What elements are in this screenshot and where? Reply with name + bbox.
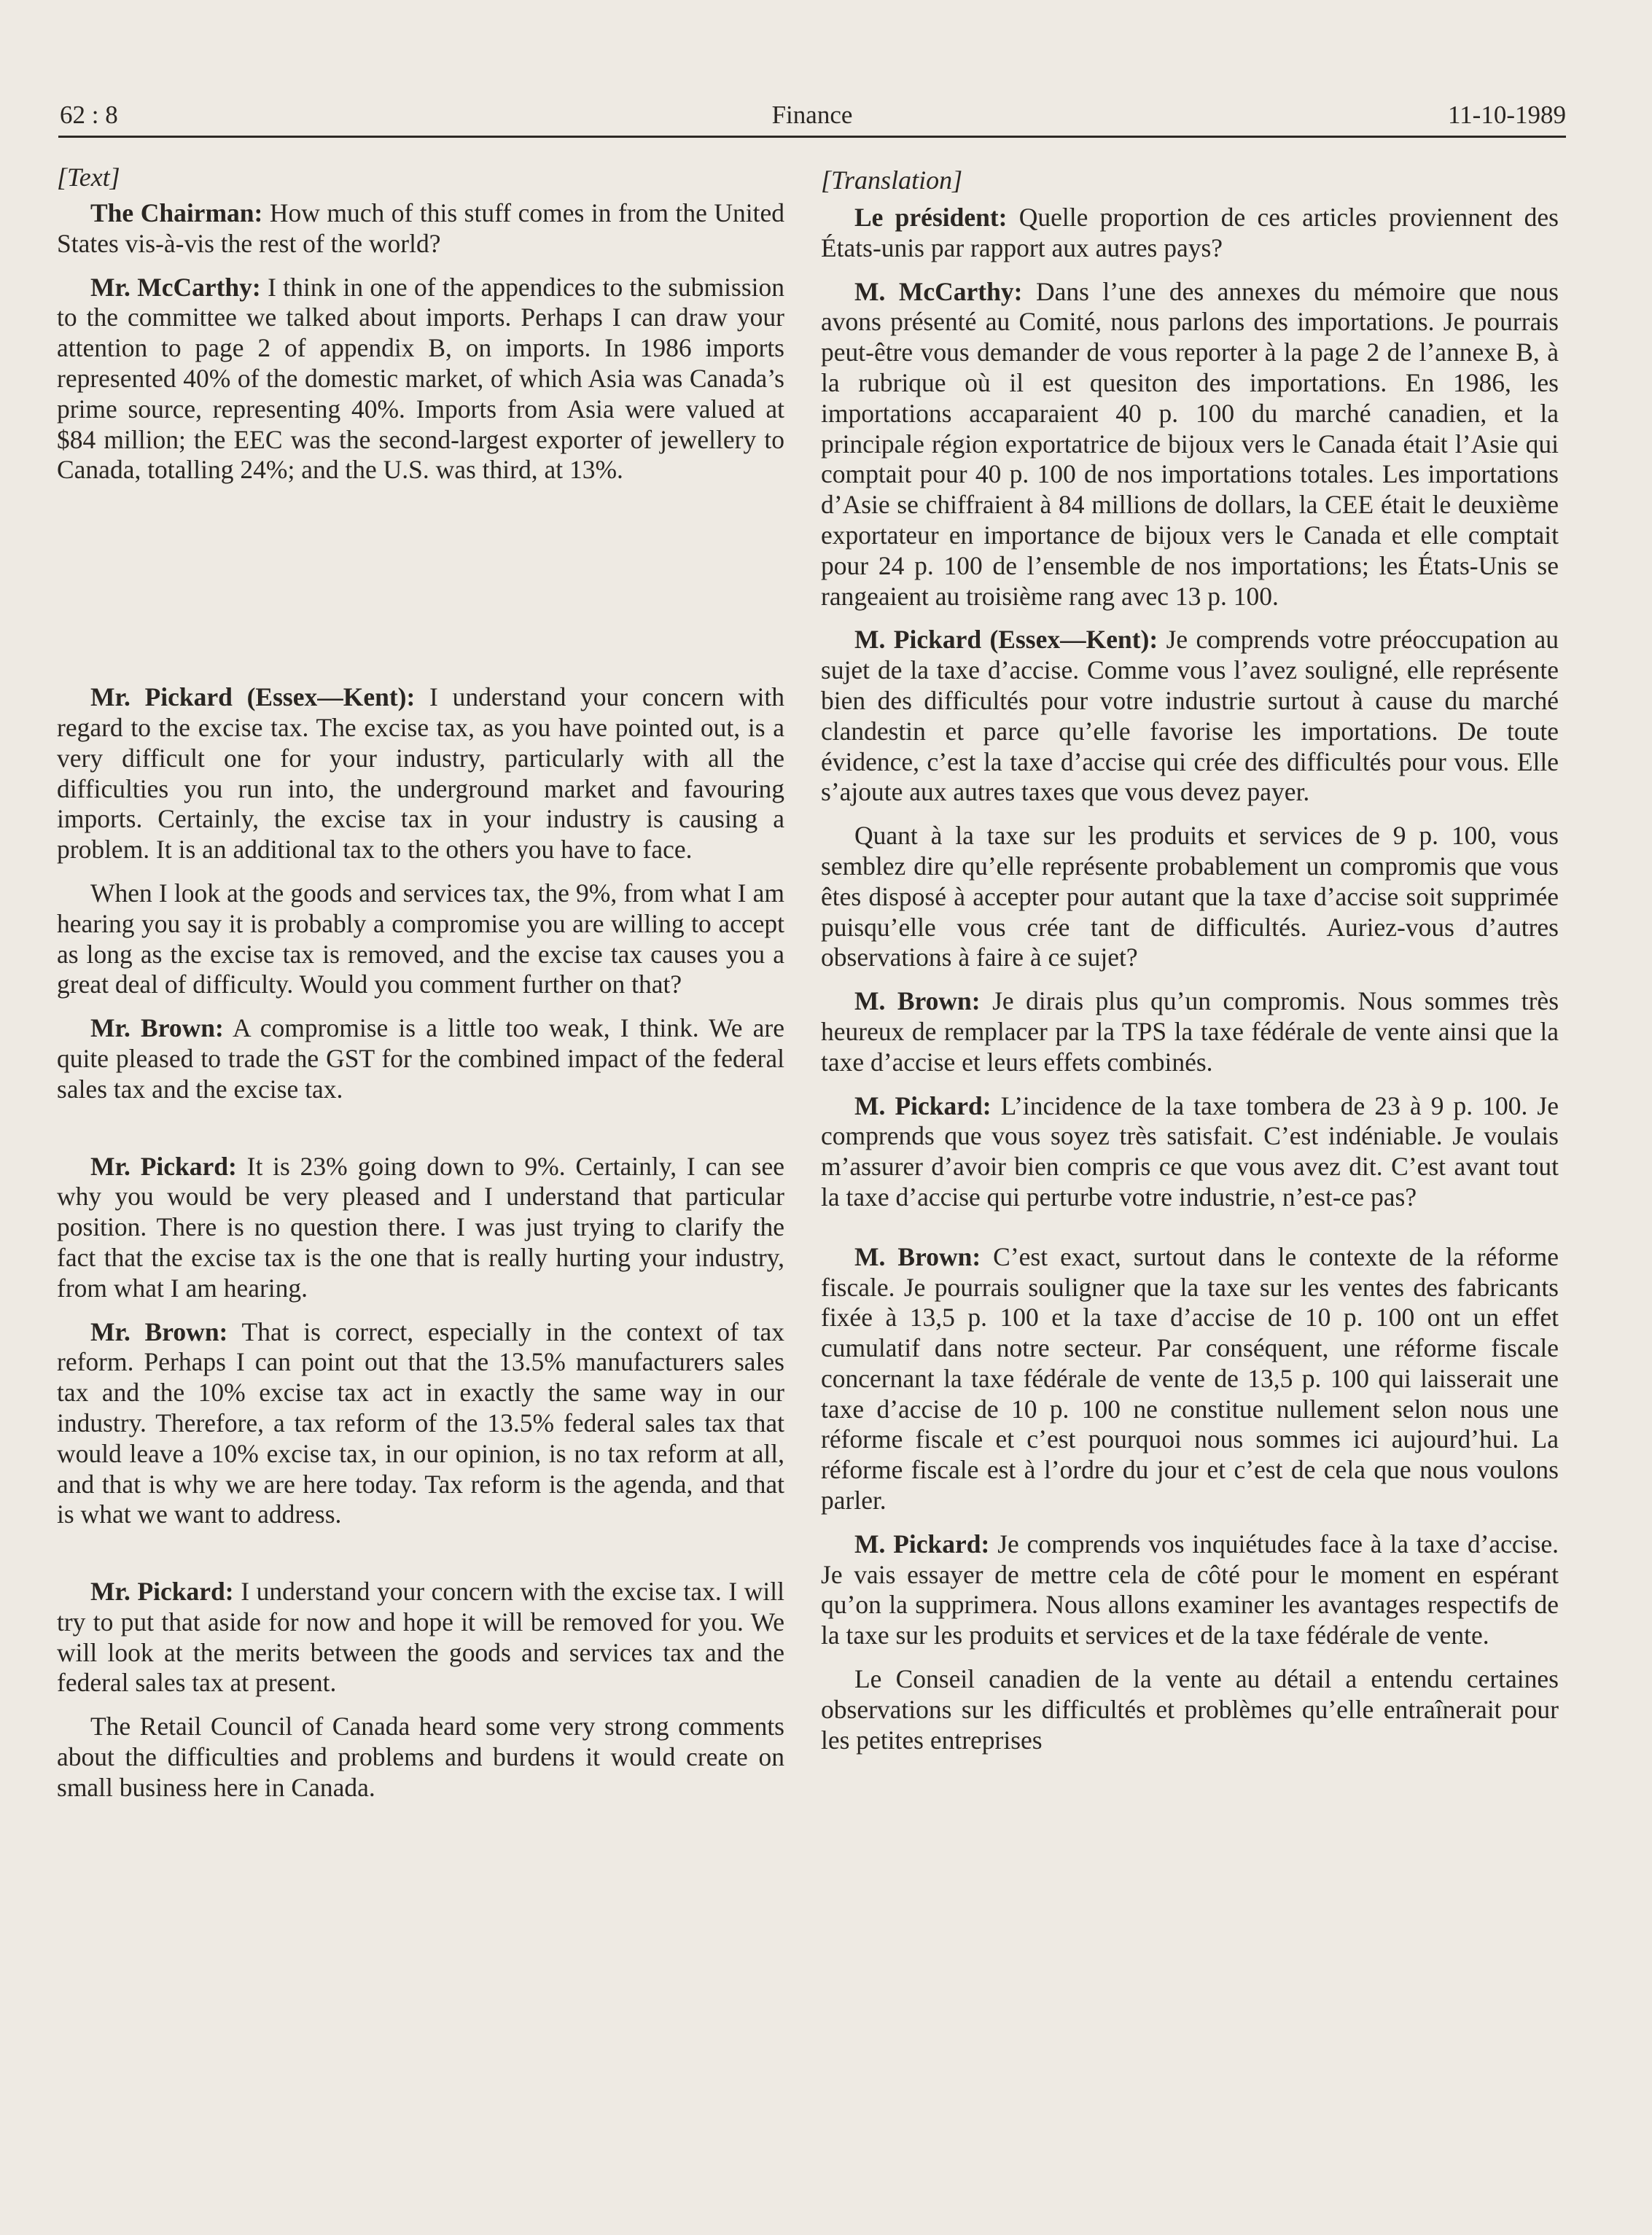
- paragraph: [57, 682, 784, 865]
- paragraph: [57, 273, 784, 486]
- speaker-name: M. Pickard:: [854, 1091, 991, 1120]
- translation-marker: [Translation]: [821, 165, 963, 195]
- paragraph: [57, 198, 784, 260]
- english-column: [57, 162, 784, 1803]
- speaker-name: M. Pickard:: [854, 1529, 990, 1559]
- paragraph: [57, 1712, 784, 1803]
- speaker-name: M. McCarthy:: [854, 276, 1023, 306]
- paragraph: [821, 1529, 1559, 1651]
- paragraph: [821, 986, 1559, 1077]
- committee-title: Finance: [771, 101, 853, 129]
- speaker-name: M. Pickard (Essex—Kent):: [854, 625, 1158, 655]
- speaker-name: M. Brown:: [854, 1241, 981, 1271]
- paragraph-text: Quelle proportion de ces articles proviennent des États-unis par rapport aux autres pays?: [821, 203, 1559, 262]
- paragraph-text: It is 23% going down to 9%. Certainly, I can see why you would be very pleased and I understand that particular position. There is no question there. I was just trying to clarify the fact that the excise tax is the one that is really hurting your industry, from what I am hearing.: [57, 1151, 784, 1303]
- paragraph-text: When I look at the goods and services tax, the 9%, from what I am hearing you say it is probably a compromise you are willing to accept as long as the excise tax is removed, and the excise tax causes you a great deal of difficulty. Would you comment further on that?: [57, 878, 784, 999]
- sitting-date: 11-10-1989: [1447, 101, 1566, 129]
- speaker-name: Mr. Brown:: [90, 1013, 224, 1043]
- paragraph: [821, 1091, 1559, 1213]
- paragraph-text: Je comprends vos inquiétudes face à la taxe d’accise. Je vais essayer de mettre cela de côté pour le moment en espérant qu’on la supprimera. Nous allons examiner les avantages respectifs de la taxe sur les produits et services et de la taxe fédérale de vente.: [821, 1529, 1559, 1650]
- speaker-name: Mr. Pickard:: [90, 1151, 237, 1181]
- speaker-name: Mr. Pickard:: [90, 1577, 234, 1607]
- paragraph: [57, 878, 784, 1000]
- paragraph: [57, 1013, 784, 1104]
- paragraph-text: How much of this stuff comes in from the United States vis-à-vis the rest of the world?: [57, 198, 784, 258]
- paragraph-text: I think in one of the appendices to the submission to the committee we talked about imports. Perhaps I can draw your attention to page 2 of appendix B, on imports. In 1986 imports represented 40% of the domestic market, of which Asia was Canada’s prime source, representing 40%. Imports from Asia were valued at $84 million; the EEC was the second-largest exporter of jewellery to Canada, totalling 24%; and the U.S. was third, at 13%.: [57, 272, 784, 485]
- paragraph-text: I understand your concern with the excise tax. I will try to put that aside for now and hope it will be removed for you. We will look at the merits between the goods and services tax and the federal sales tax at present.: [57, 1577, 784, 1698]
- paragraph-text: L’incidence de la taxe tombera de 23 à 9 p. 100. Je comprends que vous soyez très satisfait. C’est indéniable. Je voulais m’assurer d’avoir bien compris ce que vous avez dit. C’est avant tout la taxe d’accise qui perturbe votre industrie, n’est-ce pas?: [821, 1091, 1559, 1212]
- paragraph-text: That is correct, especially in the context of tax reform. Perhaps I can point out that the 13.5% manufacturers sales tax and the 10% excise tax act in exactly the same way in our industry. Therefore, a tax reform of the 13.5% federal sales tax that would leave a 10% excise tax, in our opinion, is no tax reform at all, and that is why we are here today. Tax reform is the agenda, and that is what we want to address.: [57, 1317, 785, 1529]
- paragraph: [57, 1317, 784, 1531]
- paragraph-text: Je dirais plus qu’un compromis. Nous sommes très heureux de remplacer par la TPS la taxe fédérale de vente ainsi que la taxe d’accise et leurs effets combinés.: [821, 986, 1559, 1077]
- paragraph: [821, 277, 1559, 612]
- speaker-name: Mr. Brown:: [90, 1317, 228, 1346]
- paragraph-text: A compromise is a little too weak, I think. We are quite pleased to trade the GST for the combined impact of the federal sales tax and the excise tax.: [57, 1013, 785, 1104]
- paragraph: [821, 1242, 1559, 1516]
- paragraph: [57, 1152, 784, 1304]
- paragraph-text: Quant à la taxe sur les produits et services de 9 p. 100, vous semblez dire qu’elle représente probablement un compromis que vous êtes disposé à accepter pour autant que la taxe d’accise soit supprimée puisqu’elle vous crée tant de difficultés. Auriez-vous d’autres observations à faire à ce sujet?: [821, 821, 1559, 972]
- paragraph: [821, 821, 1559, 973]
- paragraph-text: Le Conseil canadien de la vente au détail a entendu certaines observations sur les difficultés et problèmes qu’elle entraînerait pour les petites entreprises: [821, 1664, 1559, 1755]
- paragraph: [821, 625, 1559, 808]
- speaker-name: Le président:: [854, 203, 1008, 232]
- page-header: [58, 93, 1566, 138]
- paragraph: [821, 1664, 1559, 1755]
- paragraph: [821, 203, 1559, 264]
- speaker-name: The Chairman:: [90, 198, 263, 227]
- paragraph: [57, 1577, 784, 1698]
- page-number: 62 : 8: [60, 101, 118, 129]
- speaker-name: Mr. McCarthy:: [90, 272, 261, 302]
- paragraph-text: Dans l’une des annexes du mémoire que nous avons présenté au Comité, nous parlons des importations. Je pourrais peut-être vous demander de vous reporter à la page 2 de l’annexe B, à la rubrique où il est quesiton des importations. En 1986, les importations accaparaient 40 p. 100 du marché canadien, et la principale région exportatrice de bijoux vers le Canada était l’Asie qui comptait pour 40 p. 100 de nos importations totales. Les importations d’Asie se chiffraient à 84 millions de dollars, la CEE était le deuxième exportateur en importance de bijoux vers le Canada et elle comptait pour 24 p. 100 de l’ensemble de nos importations; les États-Unis se rangeaient au troisième rang avec 13 p. 100.: [821, 276, 1559, 611]
- speaker-name: M. Brown:: [854, 986, 981, 1016]
- paragraph-text: The Retail Council of Canada heard some very strong comments about the difficulties and problems and burdens it would create on small business here in Canada.: [57, 1712, 784, 1802]
- french-column: [821, 162, 1559, 1755]
- text-marker: [Text]: [57, 163, 120, 192]
- paragraph-text: C’est exact, surtout dans le contexte de la réforme fiscale. Je pourrais souligner que la taxe sur les ventes des fabricants fixée à 13,5 p. 100 et la taxe d’accise de 10 p. 100 ont un effet cumulatif dans notre secteur. Par conséquent, une réforme fiscale concernant la taxe fédérale de vente de 13,5 p. 100 qui laisserait une taxe d’accise de 10 p. 100 ne constitue nullement selon nous une réforme fiscale et c’est pourquoi nous sommes ici aujourd’hui. La réforme fiscale est à l’ordre du jour et c’est de cela que nous voulons parler.: [821, 1241, 1559, 1516]
- speaker-name: Mr. Pickard (Essex—Kent):: [90, 682, 416, 712]
- paragraph-text: I understand your concern with regard to the excise tax. The excise tax, as you have pointed out, is a very difficult one for your industry, particularly with all the difficulties you run into, the underground market and favouring imports. Certainly, the excise tax in your industry is causing a problem. It is an additional tax to the others you have to face.: [57, 682, 784, 865]
- paragraph-text: Je comprends votre préoccupation au sujet de la taxe d’accise. Comme vous l’avez souligné, elle représente bien des difficultés pour votre industrie surtout à cause du marché clandestin et parce qu’elle favorise les importations. De toute évidence, c’est la taxe d’accise qui crée des difficultés pour vous. Elle s’ajoute aux autres taxes que vous devez payer.: [821, 625, 1559, 807]
